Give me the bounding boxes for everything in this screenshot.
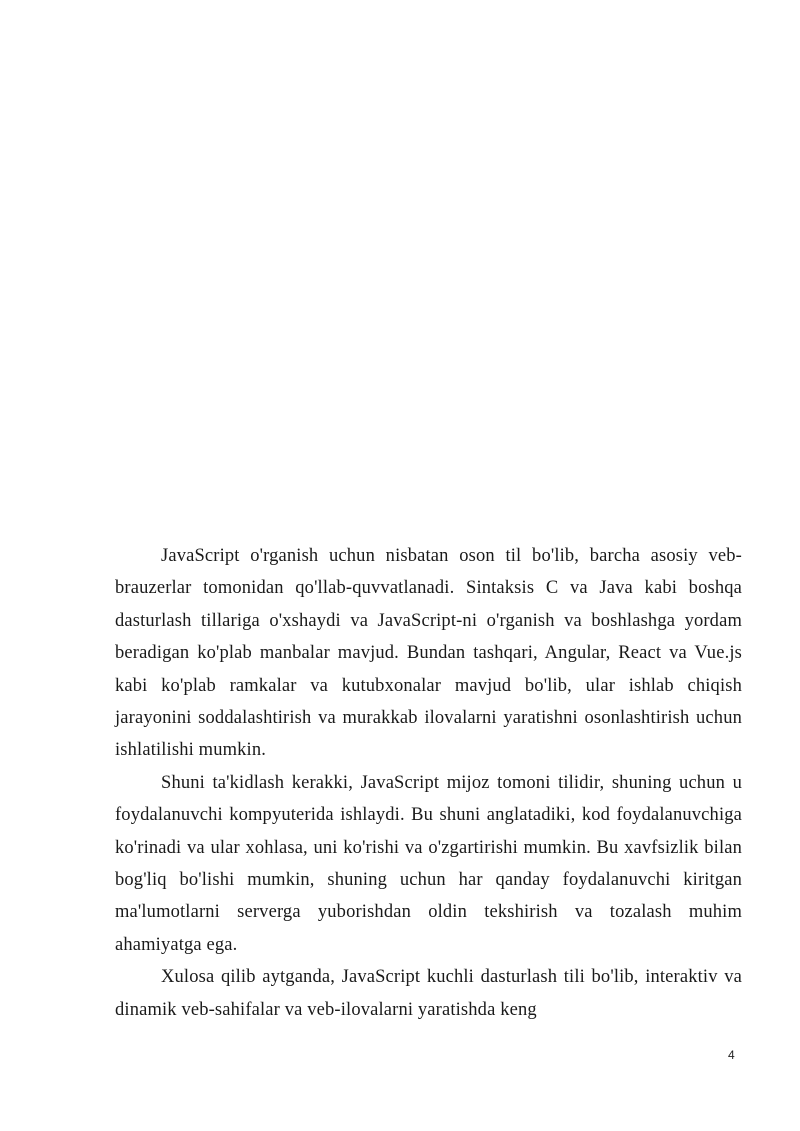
page-number: 4 xyxy=(728,1048,735,1062)
paragraph-1: JavaScript o'rganish uchun nisbatan oson til bo'lib, barcha asosiy veb-brauzerlar tomonidan qo'llab-quvvatlanadi. Sintaksis C va Java kabi boshqa dasturlash tillariga o'xshaydi va JavaScript-ni o'rganish va boshlashga yordam beradigan ko'plab manbalar mavjud. Bundan tashqari, Angular, React va Vue.js kabi ko'plab ramkalar va kutubxonalar mavjud bo'lib, ular ishlab chiqish jarayonini soddalashtirish va murakkab ilovalarni yaratishni osonlashtirish uchun ishlatilishi mumkin. xyxy=(115,546,742,761)
paragraph-2: Shuni ta'kidlash kerakki, JavaScript mijoz tomoni tilidir, shuning uchun u foydalanuvchi kompyuterida ishlaydi. Bu shuni anglatadiki, kod foydalanuvchiga ko'rinadi va ular xohlasa, uni ko'rishi va o'zgartirishi mumkin. Bu xavfsizlik bilan bog'liq bo'lishi mumkin, shuning uchun har qanday foydalanuvchi kiritgan ma'lumotlarni serverga yuborishdan oldin tekshirish va tozalash muhim ahamiyatga ega. xyxy=(115,772,742,955)
body-text xyxy=(115,540,742,1026)
paragraph-3: Xulosa qilib aytganda, JavaScript kuchli dasturlash tili bo'lib, interaktiv va dinamik veb-sahifalar va veb-ilovalarni yaratishda keng xyxy=(115,967,742,1020)
